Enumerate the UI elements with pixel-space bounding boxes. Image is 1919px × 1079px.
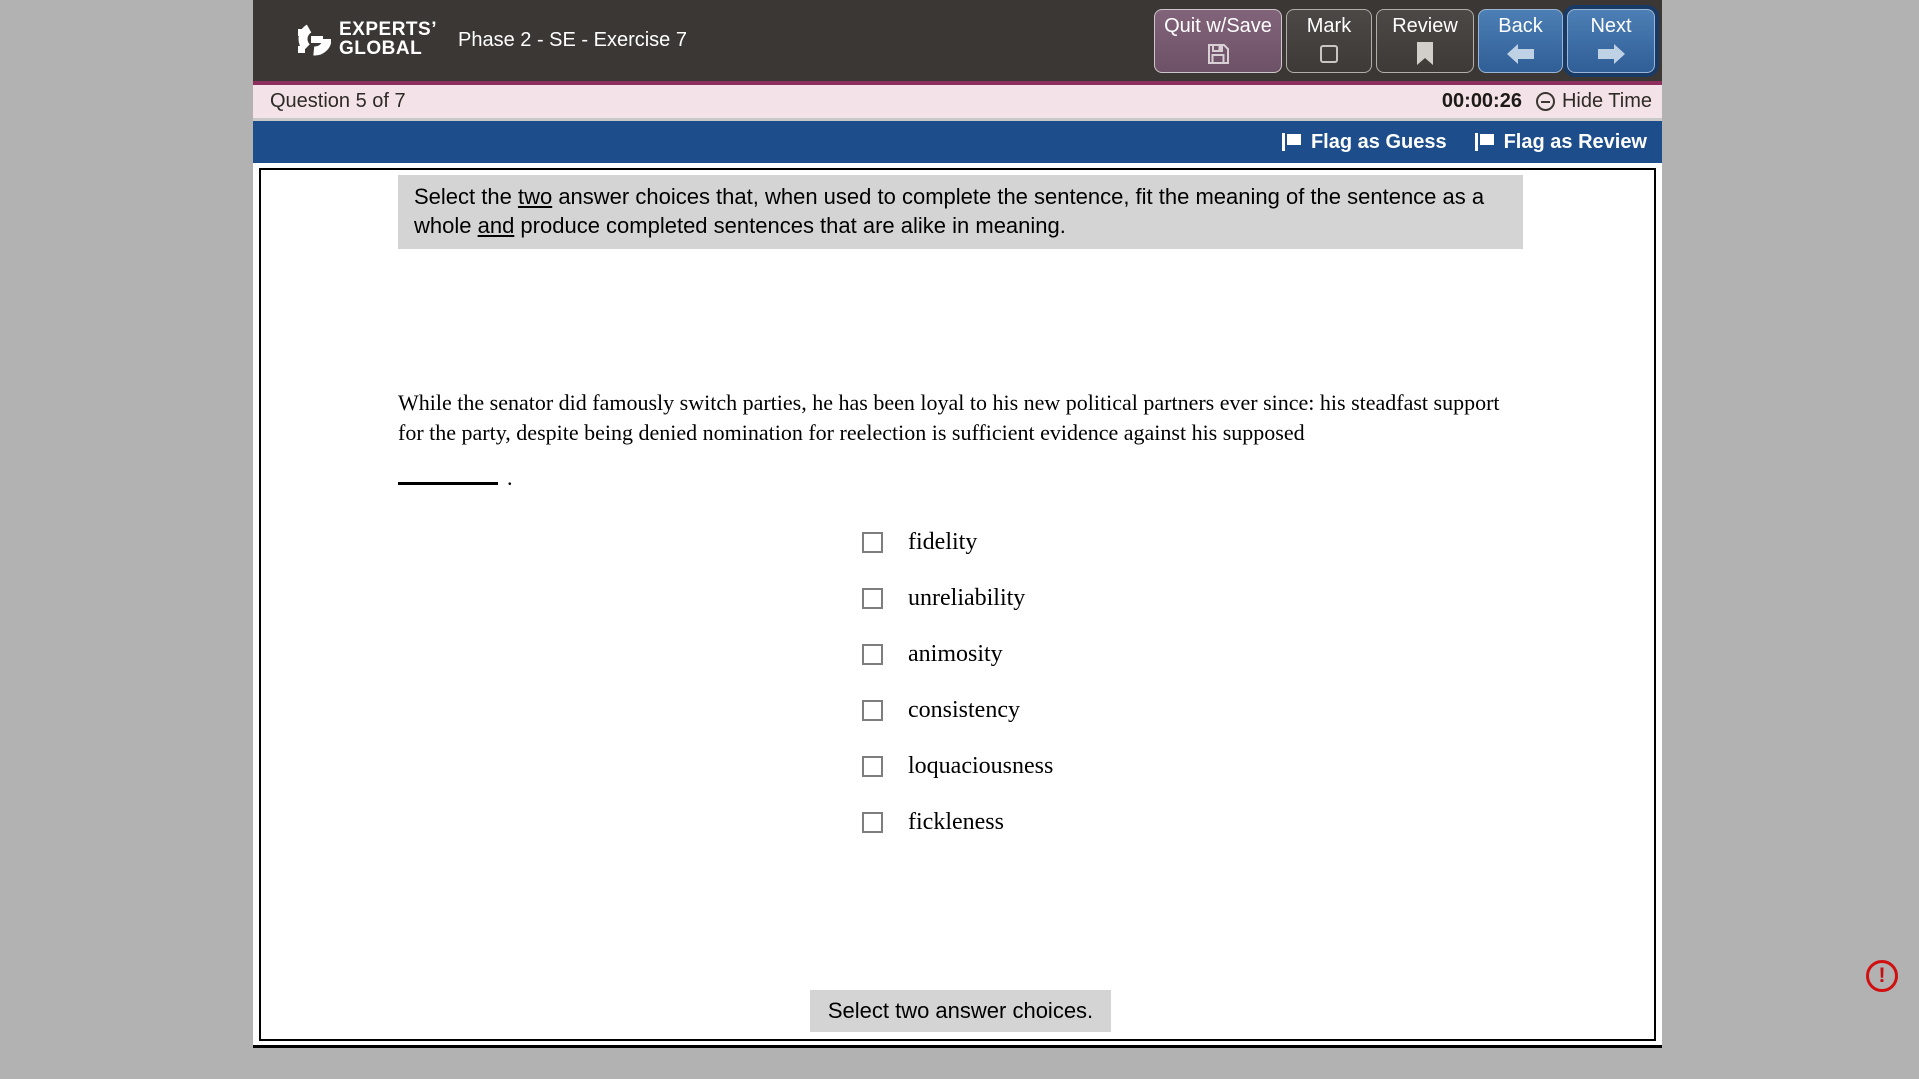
instruction-underlined-word: two	[517, 184, 553, 209]
content-area	[253, 163, 1662, 1045]
option-label: animosity	[908, 640, 1003, 667]
option-checkbox[interactable]	[862, 532, 883, 553]
instruction-underlined-word: and	[477, 213, 515, 238]
top-toolbar	[253, 0, 1662, 81]
option-row-unreliability[interactable]	[862, 586, 1053, 610]
option-row-animosity[interactable]	[862, 642, 1053, 666]
timer-value: 00:00:26	[1441, 90, 1522, 112]
arrow-right-icon	[1597, 41, 1625, 67]
mark-label: Mark	[1306, 15, 1352, 37]
option-row-fickleness[interactable]	[862, 810, 1053, 834]
answer-options	[862, 530, 1053, 866]
arrow-left-icon	[1507, 41, 1535, 67]
answer-blank	[398, 471, 498, 485]
option-label: loquaciousness	[908, 752, 1054, 779]
option-checkbox[interactable]	[862, 700, 883, 721]
option-row-fidelity[interactable]	[862, 530, 1053, 554]
exercise-title: Phase 2 - SE - Exercise 7	[458, 29, 687, 51]
logo-text: EXPERTS’ GLOBAL	[339, 19, 437, 59]
option-checkbox[interactable]	[862, 588, 883, 609]
review-button[interactable]	[1376, 9, 1474, 73]
question-status-bar	[253, 85, 1662, 118]
quit-with-save-label: Quit w/Save	[1164, 15, 1272, 37]
test-window	[253, 0, 1662, 1048]
option-row-loquaciousness[interactable]	[862, 754, 1053, 778]
flag-bar	[253, 121, 1662, 163]
option-label: unreliability	[908, 584, 1026, 611]
answer-blank-line	[398, 463, 1526, 493]
alert-exclamation-icon[interactable]: !	[1866, 960, 1898, 992]
question-stem	[398, 388, 1526, 493]
experts-global-logo	[297, 20, 437, 58]
toolbar-buttons	[1150, 9, 1655, 73]
question-frame	[259, 168, 1656, 1041]
instruction-text: answer choices that, when used to complete the sentence, fit the meaning of the sentence as a whole	[414, 184, 1485, 238]
option-checkbox[interactable]	[862, 756, 883, 777]
back-label: Back	[1498, 15, 1543, 37]
instruction-text: produce completed sentences that are alike in meaning.	[514, 213, 1066, 238]
question-counter: Question 5 of 7	[270, 90, 406, 112]
option-checkbox[interactable]	[862, 644, 883, 665]
next-label: Next	[1590, 15, 1632, 37]
circle-minus-icon	[1536, 92, 1555, 111]
flag-icon	[1282, 132, 1302, 152]
question-text: While the senator did famously switch parties, he has been loyal to his new political partners ever since: his steadfast support for the party, despite being denied nomination for reelection is sufficient evidence against his supposed	[398, 390, 1500, 445]
flag-as-review-label: Flag as Review	[1503, 130, 1647, 153]
option-label: consistency	[908, 696, 1020, 723]
back-button[interactable]	[1478, 9, 1563, 73]
option-label: fidelity	[908, 528, 978, 555]
hide-time-button[interactable]	[1536, 90, 1652, 113]
instruction-box	[398, 175, 1523, 249]
option-row-consistency[interactable]	[862, 698, 1053, 722]
flag-as-guess-label: Flag as Guess	[1310, 130, 1447, 153]
option-checkbox[interactable]	[862, 812, 883, 833]
bookmark-icon	[1416, 41, 1434, 67]
quit-with-save-button[interactable]	[1154, 9, 1282, 73]
logo-g-icon	[297, 20, 331, 58]
mark-button[interactable]	[1286, 9, 1372, 73]
next-button[interactable]	[1567, 9, 1655, 73]
flag-as-review-button[interactable]	[1475, 131, 1647, 154]
flag-icon	[1475, 132, 1495, 152]
checkbox-icon	[1320, 41, 1338, 67]
select-two-prompt: Select two answer choices.	[810, 990, 1111, 1032]
hide-time-label: Hide Time	[1561, 90, 1652, 112]
option-label: fickleness	[908, 808, 1004, 835]
blank-period: .	[507, 465, 513, 490]
flag-as-guess-button[interactable]	[1282, 131, 1447, 154]
save-icon	[1206, 41, 1230, 67]
instruction-text: Select the	[414, 184, 518, 209]
review-label: Review	[1392, 15, 1458, 37]
